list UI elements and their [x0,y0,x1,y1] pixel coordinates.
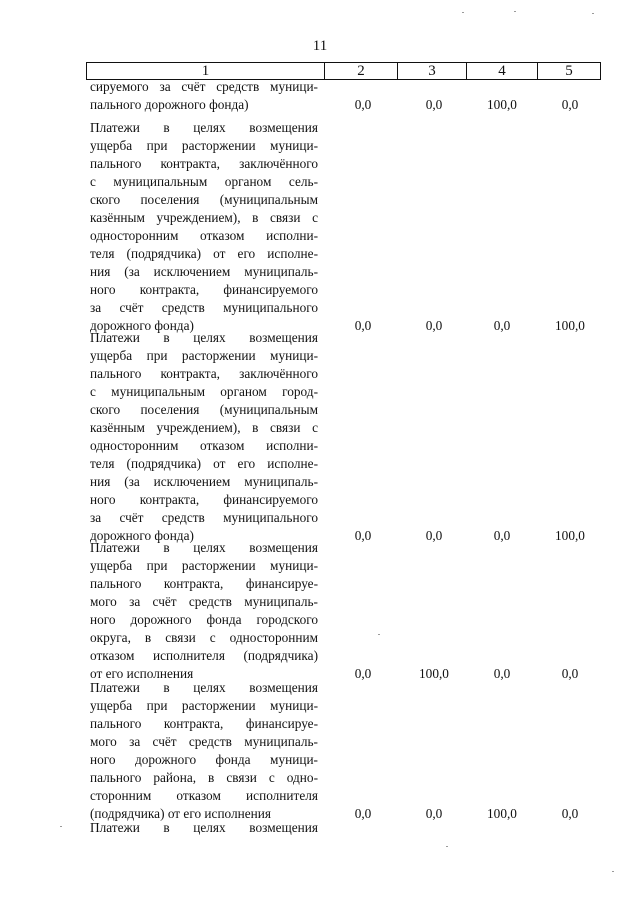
description-line: ского поселения (муниципальным [90,192,318,207]
value-cell-col-2: 0,0 [354,97,372,112]
value-cell-col-3: 0,0 [425,97,443,112]
description-line: от его исполнения [90,666,194,681]
value-cell-col-5: 0,0 [561,806,579,821]
value-cell-col-4: 100,0 [487,806,517,821]
description-line: сируемого за счёт средств муници- [90,79,318,94]
description-line: пального дорожного фонда) [90,97,249,112]
description-line: Платежи в целях возмещения [90,820,318,835]
description-line: ущерба при расторжении муници- [90,698,318,713]
description-line: ного дорожного фонда городского [90,612,318,627]
description-line: дорожного фонда) [90,528,194,543]
column-header-4: 4 [467,63,538,80]
column-header-1: 1 [87,63,325,80]
page-number: 11 [312,38,328,54]
table-row-description [90,329,318,545]
value-cell-col-5: 0,0 [561,666,579,681]
description-line: пального района, в связи с одно- [90,770,318,785]
description-line: теля (подрядчика) от его исполне- [90,456,318,471]
table-row-description [90,819,318,837]
description-line: дорожного фонда) [90,318,194,333]
description-line: Платежи в целях возмещения [90,680,318,695]
description-line: казённым учреждением), в связи с [90,420,318,435]
value-cell-col-3: 100,0 [419,666,449,681]
value-cell-col-4: 100,0 [487,97,517,112]
description-line: с муниципальным органом сель- [90,174,318,189]
description-line: пального контракта, заключённого [90,156,318,171]
table-row-description [90,119,318,335]
description-line: пального контракта, финансируе- [90,716,318,731]
description-line: односторонним отказом исполни- [90,228,318,243]
description-line: мого за счёт средств муниципаль- [90,594,318,609]
value-cell-col-3: 0,0 [425,318,443,333]
description-line: отказом исполнителя (подрядчика) [90,648,318,663]
value-cell-col-3: 0,0 [425,806,443,821]
table-row-description [90,679,318,823]
description-line: за счёт средств муниципального [90,510,318,525]
description-line: ущерба при расторжении муници- [90,558,318,573]
value-cell-col-2: 0,0 [354,528,372,543]
description-line: ния (за исключением муниципаль- [90,474,318,489]
table-header-row [87,63,601,80]
value-cell-col-3: 0,0 [425,528,443,543]
description-line: ущерба при расторжении муници- [90,348,318,363]
description-line: казённым учреждением), в связи с [90,210,318,225]
column-header-3: 3 [398,63,467,80]
value-cell-col-2: 0,0 [354,318,372,333]
description-line: с муниципальным органом город- [90,384,318,399]
description-line: Платежи в целях возмещения [90,120,318,135]
value-cell-col-2: 0,0 [354,666,372,681]
description-line: Платежи в целях возмещения [90,540,318,555]
description-line: односторонним отказом исполни- [90,438,318,453]
description-line: ущерба при расторжении муници- [90,138,318,153]
description-line: Платежи в целях возмещения [90,330,318,345]
description-line: ного дорожного фонда муници- [90,752,318,767]
value-cell-col-5: 100,0 [555,318,585,333]
description-line: теля (подрядчика) от его исполне- [90,246,318,261]
table-row-description [90,539,318,683]
description-line: ного контракта, финансируемого [90,492,318,507]
description-line: сторонним отказом исполнителя [90,788,318,803]
value-cell-col-4: 0,0 [493,318,511,333]
description-line: пального контракта, финансируе- [90,576,318,591]
column-header-5: 5 [538,63,601,80]
description-line: ского поселения (муниципальным [90,402,318,417]
value-cell-col-2: 0,0 [354,806,372,821]
value-cell-col-4: 0,0 [493,528,511,543]
column-header-2: 2 [325,63,398,80]
value-cell-col-5: 0,0 [561,97,579,112]
description-line: ного контракта, финансируемого [90,282,318,297]
description-line: (подрядчика) от его исполнения [90,806,272,821]
description-line: ния (за исключением муниципаль- [90,264,318,279]
description-line: мого за счёт средств муниципаль- [90,734,318,749]
description-line: пального контракта, заключённого [90,366,318,381]
description-line: за счёт средств муниципального [90,300,318,315]
value-cell-col-5: 100,0 [555,528,585,543]
value-cell-col-4: 0,0 [493,666,511,681]
description-line: округа, в связи с односторонним [90,630,318,645]
table-row-description [90,78,318,114]
